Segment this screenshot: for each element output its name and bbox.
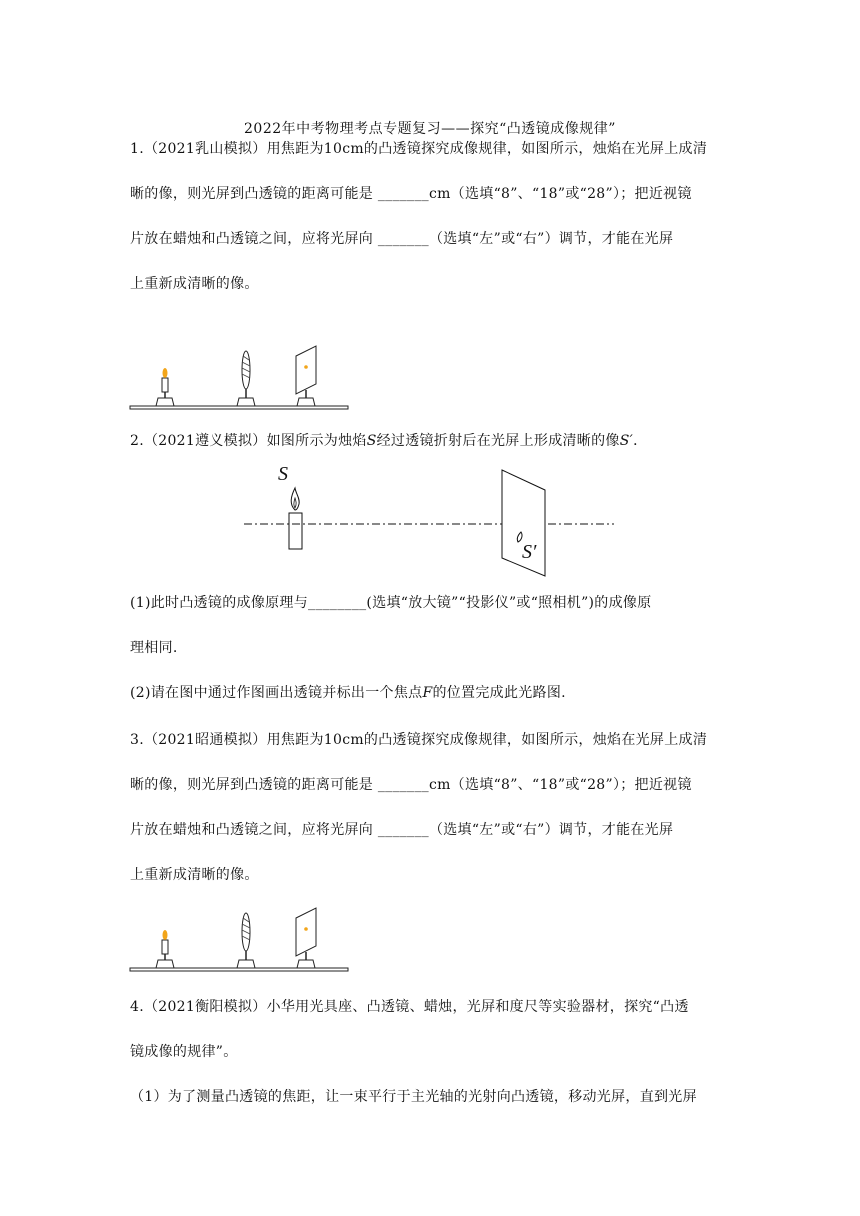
q4-line-2: 镜成像的规律”。 [130, 1044, 238, 1060]
screen-icon [296, 346, 316, 406]
q3-line-2: 晰的像，则光屏到凸透镜的距离可能是 _______cm（选填“8”、“18”或“28”）；把近视镜 [130, 777, 692, 793]
image-label-s-prime: S′ [522, 541, 537, 563]
bench-rail [130, 406, 348, 409]
lens-icon [237, 351, 255, 406]
q1-line-4: 上重新成清晰的像。 [130, 276, 259, 292]
screen-icon [296, 908, 316, 968]
q4-line-1: 4.（2021衡阳模拟）小华用光具座、凸透镜、蜡烛，光屏和度尺等实验器材，探究“凸透 [130, 999, 689, 1015]
q2-sub1-line-1: (1)此时凸透镜的成像原理与________(选填“放大镜”“投影仪”或“照相机”)的成像原 [130, 595, 652, 611]
q2-intro: 2.（2021遵义模拟）如图所示为烛焰S经过透镜折射后在光屏上形成清晰的像S′． [130, 433, 648, 449]
lens-icon [237, 913, 255, 968]
candle-icon [156, 930, 174, 968]
q3-line-4: 上重新成清晰的像。 [130, 867, 259, 883]
q1-line-3: 片放在蜡烛和凸透镜之间，应将光屏向 _______（选填“左”或“右”）调节，才能在光屏 [130, 231, 674, 247]
candle-screen-figure-2 [240, 458, 620, 583]
q3-line-3: 片放在蜡烛和凸透镜之间，应将光屏向 _______（选填“左”或“右”）调节，才能在光屏 [130, 822, 674, 838]
q1-line-1: 1.（2021乳山模拟）用焦距为10cm的凸透镜探究成像规律，如图所示，烛焰在光屏上成清 [130, 141, 708, 157]
bench-rail [130, 968, 348, 971]
q3-line-1: 3.（2021昭通模拟）用焦距为10cm的凸透镜探究成像规律，如图所示，烛焰在光屏上成清 [130, 732, 708, 748]
optical-bench-figure-1 [128, 340, 350, 415]
source-label-s: S [278, 463, 288, 485]
q2-sub2: (2)请在图中通过作图画出透镜并标出一个焦点F的位置完成此光路图. [130, 685, 566, 701]
candle-icon [156, 368, 174, 406]
candle-body [289, 513, 302, 549]
q1-line-2: 晰的像，则光屏到凸透镜的距离可能是 _______cm（选填“8”、“18”或“28”）；把近视镜 [130, 186, 692, 202]
q4-line-3: （1）为了测量凸透镜的焦距，让一束平行于主光轴的光射向凸透镜，移动光屏，直到光屏 [130, 1089, 697, 1105]
q2-sub1-line-2: 理相同. [130, 640, 178, 656]
page-title: 2022年中考物理考点专题复习——探究“凸透镜成像规律” [244, 121, 616, 137]
optical-bench-figure-3 [128, 902, 350, 977]
